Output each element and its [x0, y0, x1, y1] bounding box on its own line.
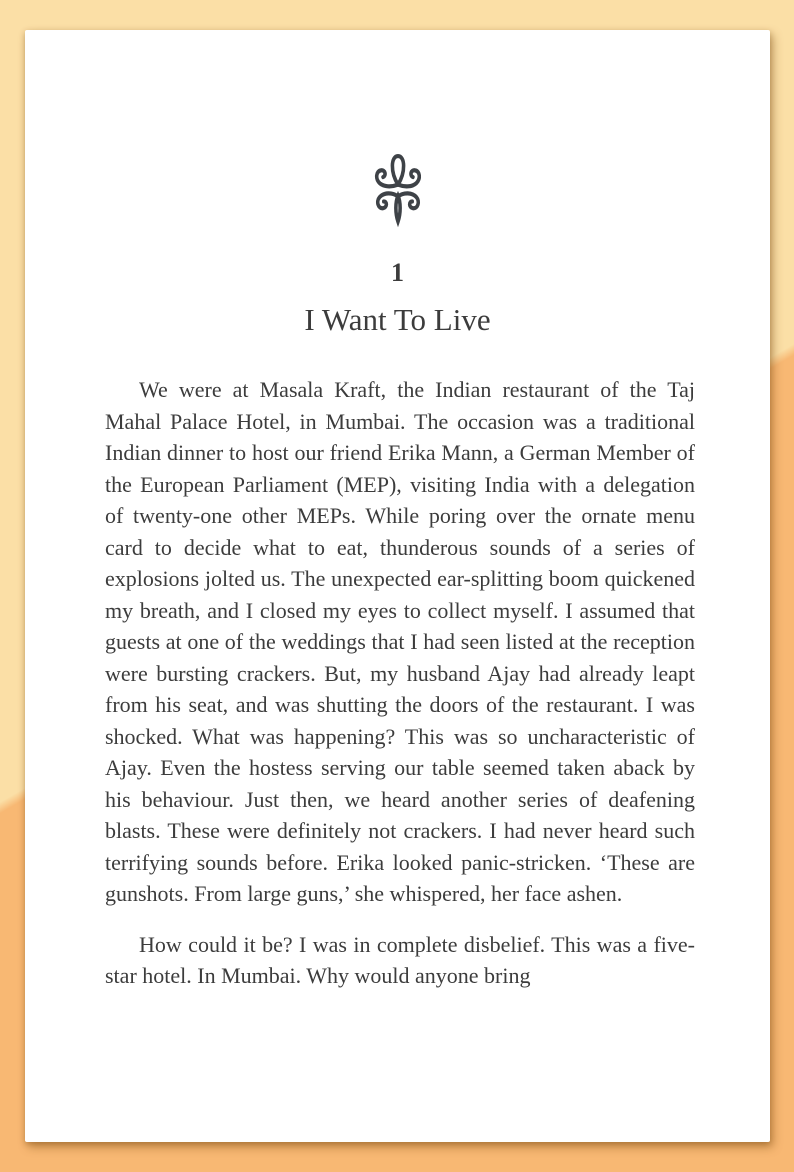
paragraph: How could it be? I was in complete disbelief. This was a five-star hotel. In Mumbai. Why would anyone bring — [105, 931, 695, 988]
book-page[interactable] — [25, 30, 770, 1142]
paragraph: We were at Masala Kraft, the Indian restaurant of the Taj Mahal Palace Hotel, in Mumbai. The occasion was a traditional Indian dinner to host our friend Erika Mann, a German Member of the European Parliament (MEP), visiting India with a delegation of twenty-one other MEPs. While poring over the ornate menu card to decide what to eat, thunderous sounds of a series of explosions jolted us. The unexpected ear-splitting boom quickened my breath, and I closed my eyes to collect myself. I assumed that guests at one of the weddings that I had seen listed at the reception were bursting crackers. But, my husband Ajay had already leapt from his seat, and was shutting the doors of the restaurant. I was shocked. What was happening? This was so uncharacteristic of Ajay. Even the hostess serving our table seemed taken aback by his behaviour. Just then, we heard another series of deafening blasts. These were definitely not crackers. I had never heard such terrifying sounds before. Erika looked panic-stricken. ‘These are gunshots. From large guns,’ she whispered, her face ashen. — [105, 377, 695, 906]
chapter-title: I Want To Live — [304, 302, 491, 337]
chapter-ornament-icon — [366, 146, 430, 230]
chapter-body — [105, 374, 695, 992]
chapter-number: 1 — [391, 258, 404, 287]
